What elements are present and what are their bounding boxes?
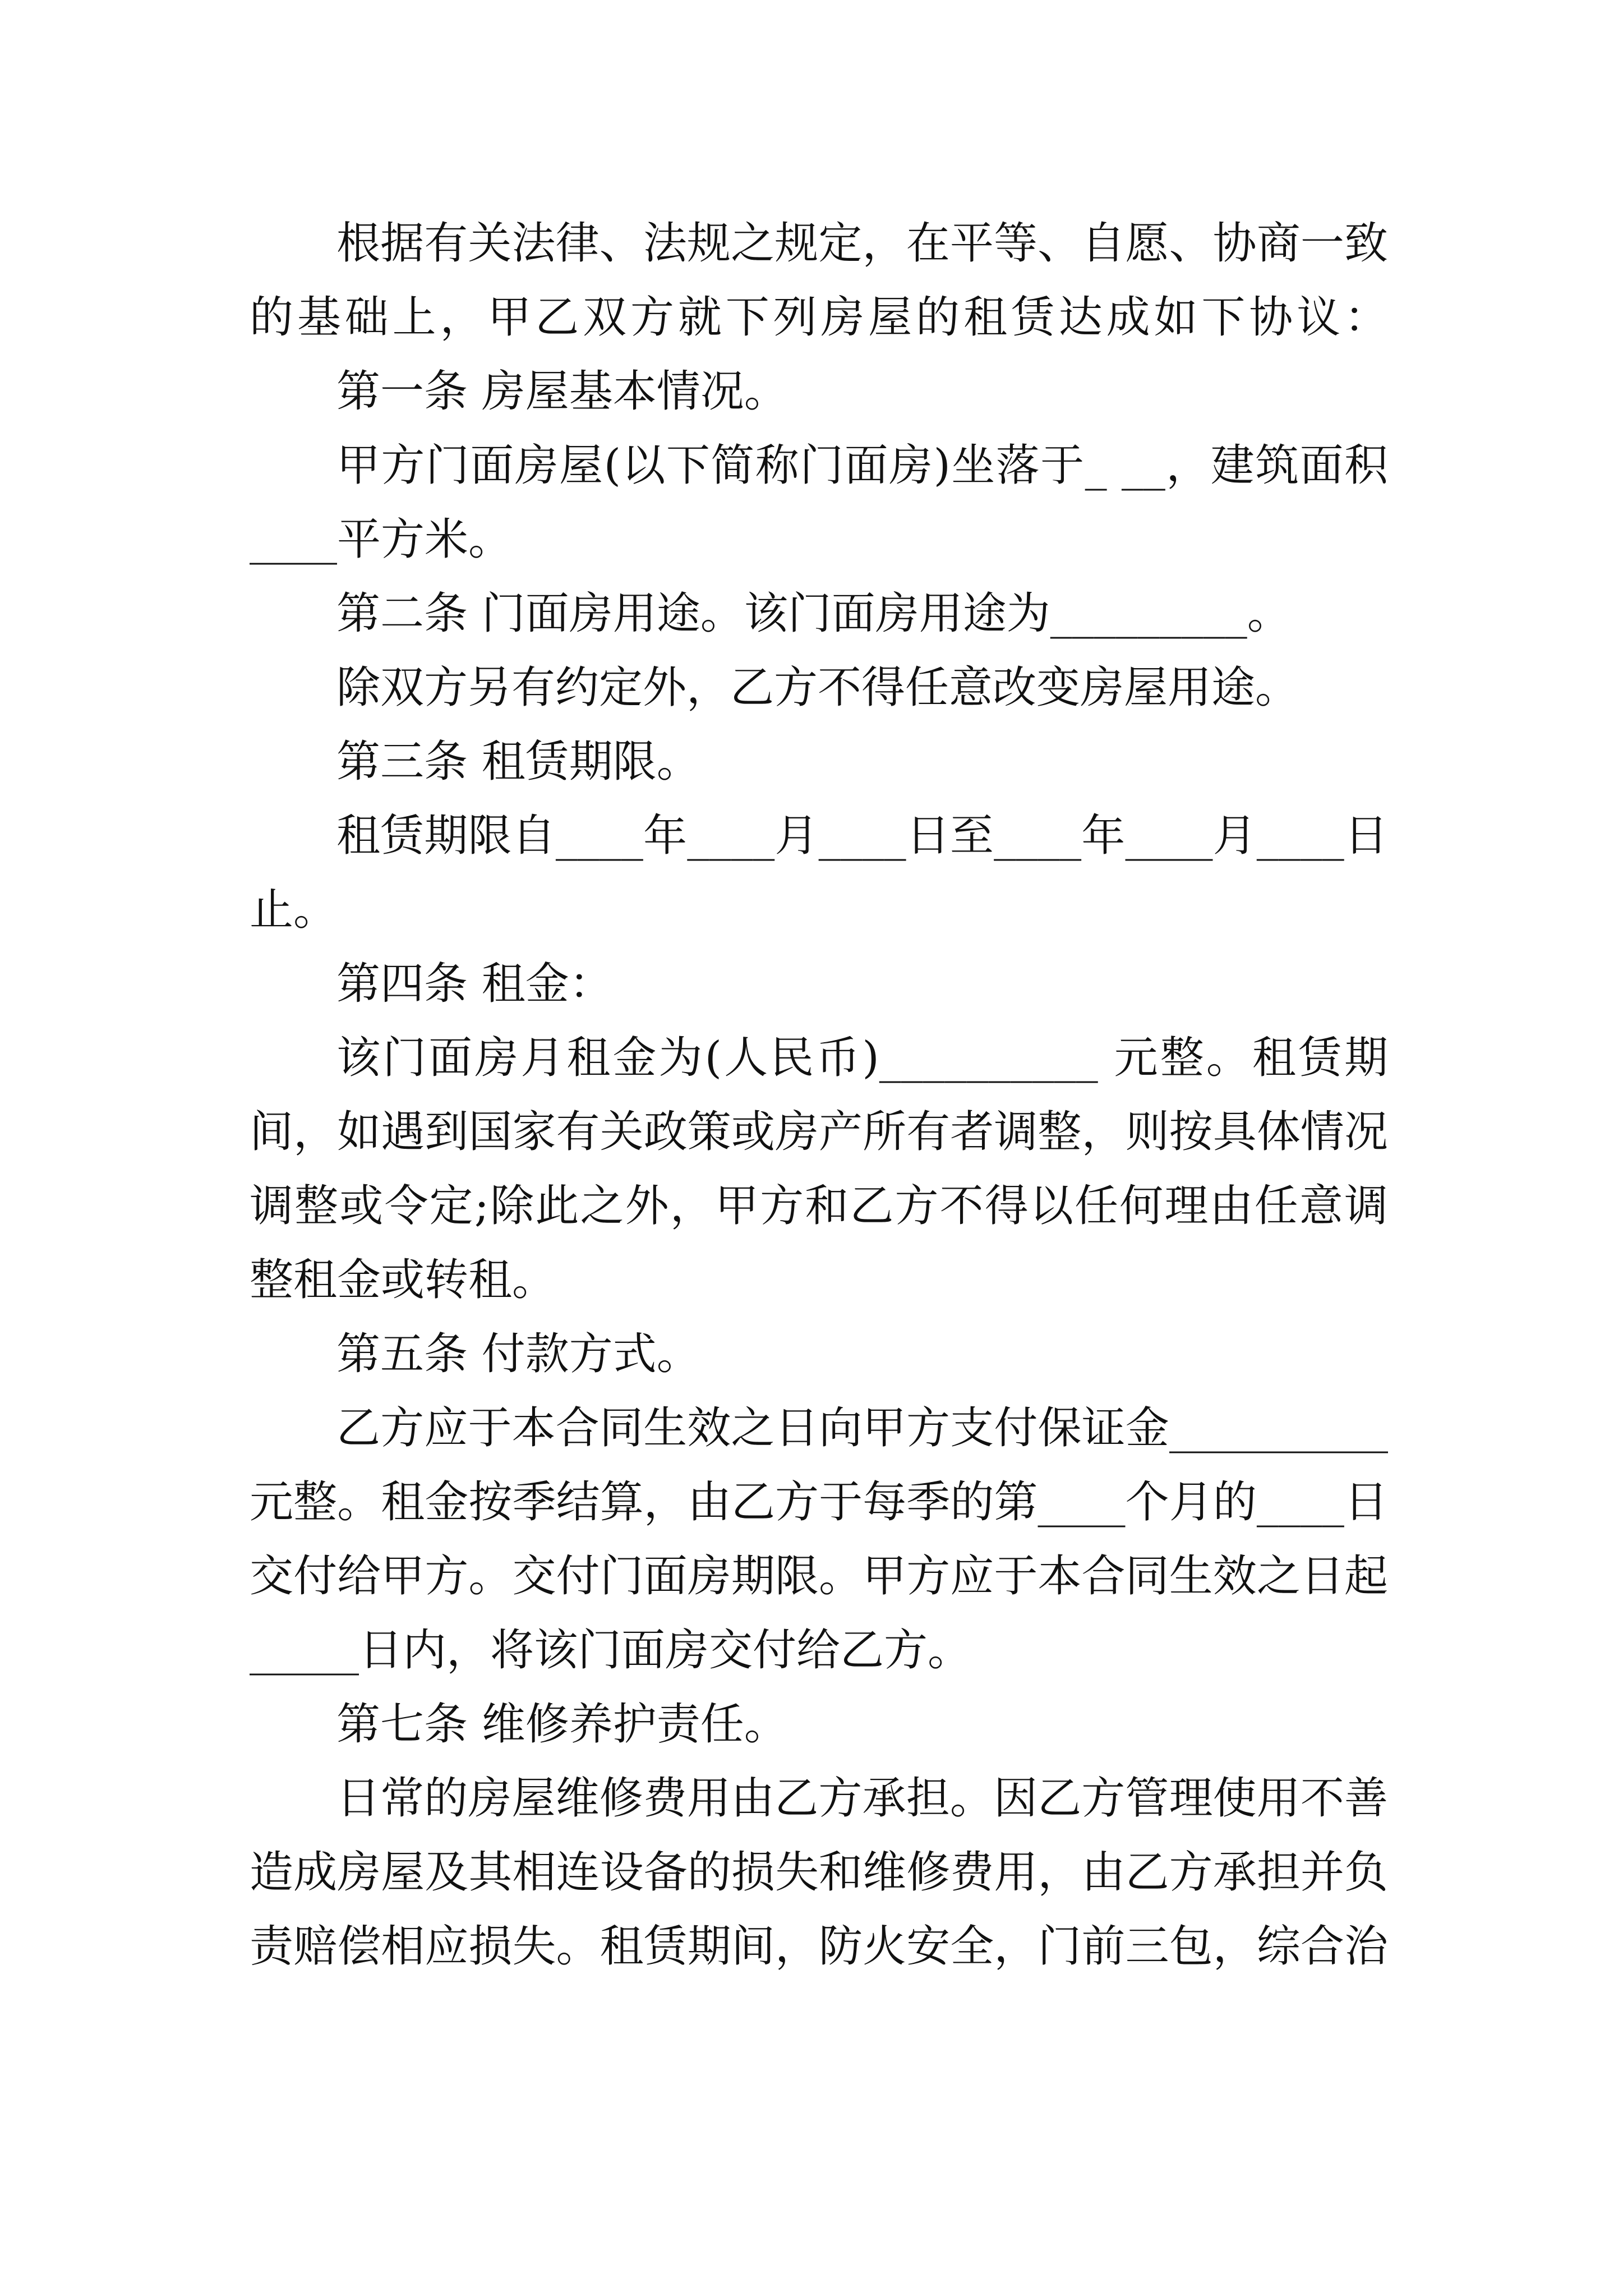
paragraph-line: 责赔偿相应损失。租赁期间，防火安全，门前三包，综合治 xyxy=(250,1921,1388,1972)
article-heading: 第四条 租金： xyxy=(336,959,613,1009)
paragraph-line: 调整或令定;除此之外，甲方和乙方不得以任何理由任意调 xyxy=(250,1181,1388,1231)
paragraph-line: 日常的房屋维修费用由乙方承担。因乙方管理使用不善 xyxy=(336,1773,1388,1824)
paragraph-line: 甲方门面房屋(以下简称门面房)坐落于_ __，建筑面积 xyxy=(336,440,1388,491)
paragraph-line: 除双方另有约定外，乙方不得任意改变房屋用途。 xyxy=(336,662,1299,713)
paragraph-line: 止。 xyxy=(250,885,338,935)
paragraph-line: 整租金或转租。 xyxy=(250,1255,556,1305)
paragraph-line: 间，如遇到国家有关政策或房产所有者调整，则按具体情况 xyxy=(250,1107,1388,1157)
article-heading: 第七条 维修养护责任。 xyxy=(336,1699,788,1750)
paragraph-line: _____日内，将该门面房交付给乙方。 xyxy=(250,1625,972,1676)
article-heading: 第一条 房屋基本情况。 xyxy=(336,366,788,417)
paragraph-line: 乙方应于本合同生效之日向甲方支付保证金__________ xyxy=(336,1403,1388,1453)
article-heading: 第二条 门面房用途。该门面房用途为_________。 xyxy=(336,588,1291,639)
paragraph-line: 交付给甲方。交付门面房期限。甲方应于本合同生效之日起 xyxy=(250,1551,1388,1602)
paragraph-line: 该门面房月租金为(人民币)__________ 元整。租赁期 xyxy=(336,1033,1388,1083)
paragraph-line: 造成房屋及其相连设备的损失和维修费用，由乙方承担并负 xyxy=(250,1847,1388,1898)
article-heading: 第五条 付款方式。 xyxy=(336,1329,700,1379)
article-heading: 第三条 租赁期限。 xyxy=(336,737,700,787)
paragraph-line: 租赁期限自____年____月____日至____年____月____日 xyxy=(336,811,1388,861)
paragraph-line: 根据有关法律、法规之规定，在平等、自愿、协商一致 xyxy=(336,218,1388,269)
paragraph-line: ____平方米。 xyxy=(250,514,513,565)
paragraph-line: 的基础上，甲乙双方就下列房屋的租赁达成如下协议： xyxy=(250,292,1388,343)
paragraph-line: 元整。租金按季结算，由乙方于每季的第____个月的____日 xyxy=(250,1477,1388,1527)
